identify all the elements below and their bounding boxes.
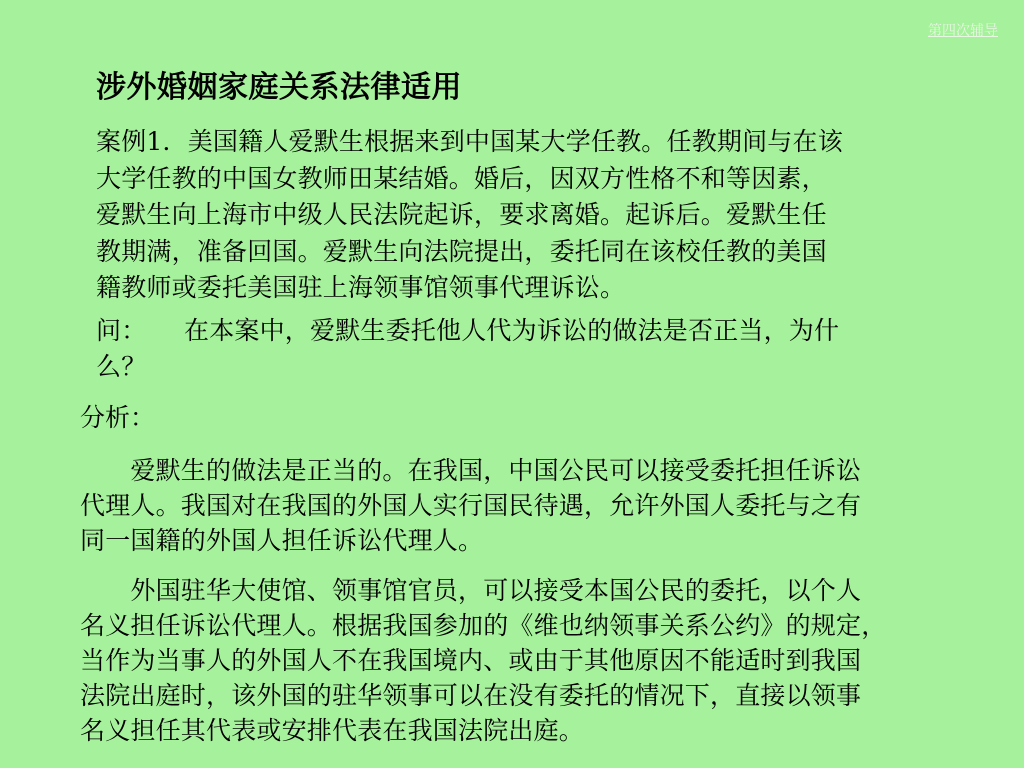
- analysis-line: 同一国籍的外国人担任诉讼代理人。: [80, 526, 484, 555]
- analysis-line: 法院出庭时，该外国的驻华领事可以在没有委托的情况下，直接以领事: [80, 681, 862, 710]
- case-line: 籍教师或委托美国驻上海领事馆领事代理诉讼。: [96, 273, 626, 302]
- slide-title: 涉外婚姻家庭关系法律适用: [96, 70, 462, 105]
- case-description: [96, 124, 956, 307]
- question-label: 问：: [96, 316, 147, 345]
- question-line: [96, 313, 956, 349]
- case-line: 案例1．美国籍人爱默生根据来到中国某大学任教。任教期间与在该: [96, 127, 843, 156]
- analysis-line: 代理人。我国对在我国的外国人实行国民待遇，允许外国人委托与之有: [80, 491, 862, 520]
- question-text: 在本案中，爱默生委托他人代为诉讼的做法是否正当，为什: [184, 316, 840, 345]
- analysis-line: 名义担任诉讼代理人。根据我国参加的《维也纳领事关系公约》的规定，: [80, 611, 887, 640]
- analysis-line: 名义担任其代表或安排代表在我国法院出庭。: [80, 716, 585, 745]
- analysis-line: 爱默生的做法是正当的。在我国，中国公民可以接受委托担任诉讼: [80, 456, 862, 485]
- question: [96, 313, 956, 385]
- paragraph-gap: [80, 558, 1000, 573]
- analysis-line: 当作为当事人的外国人不在我国境内、或由于其他原因不能适时到我国: [80, 646, 862, 675]
- analysis-body: [80, 453, 1000, 748]
- analysis-label: 分析：: [80, 403, 156, 432]
- case-line: 爱默生向上海市中级人民法院起诉，要求离婚。起诉后。爱默生任: [96, 200, 827, 229]
- analysis-line: 外国驻华大使馆、领事馆官员，可以接受本国公民的委托，以个人: [80, 576, 862, 605]
- question-line: 么？: [96, 352, 147, 381]
- top-nav-link[interactable]: 第四次辅导: [928, 23, 998, 39]
- case-line: 教期满，准备回国。爱默生向法院提出，委托同在该校任教的美国: [96, 236, 827, 266]
- case-line: 大学任教的中国女教师田某结婚。婚后，因双方性格不和等因素，: [96, 163, 827, 193]
